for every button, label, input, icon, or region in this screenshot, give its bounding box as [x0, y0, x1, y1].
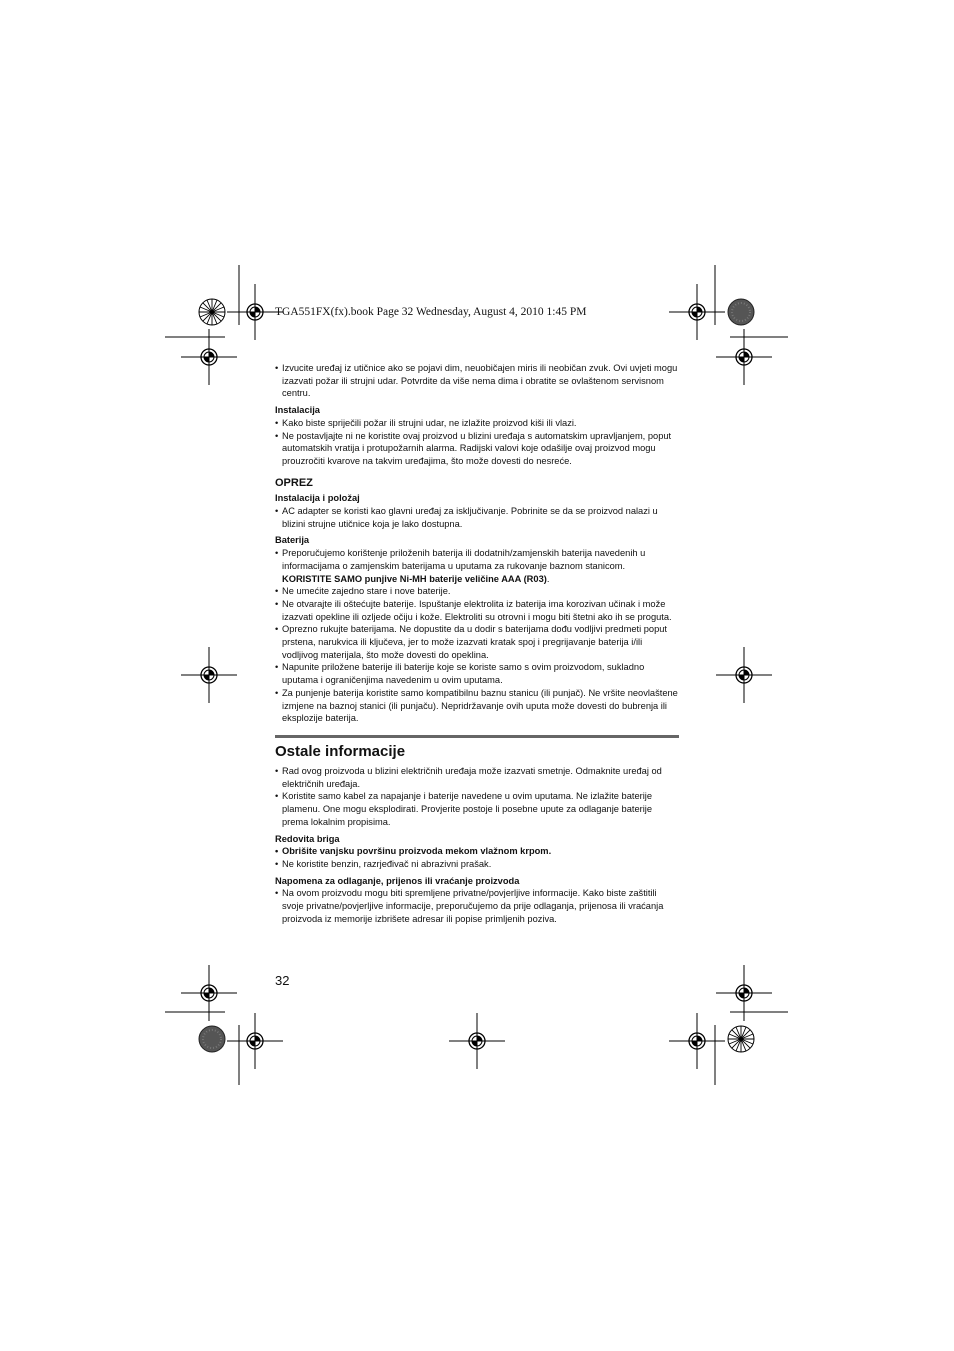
other-info-bullet: • Rad ovog proizvoda u blizini električnih uređaja može izazvati smetnje. Odmaknite uređaj od električnih uređaja.	[275, 765, 679, 790]
care-bullet-bold: • Obrišite vanjsku površinu proizvoda mekom vlažnom krpom.	[275, 845, 679, 858]
warning-unplug: • Izvucite uređaj iz utičnice ako se pojavi dim, neuobičajen miris ili neobičan zvuk. Ovi uvjeti mogu izazvati požar ili strujni udar. Potvrdite da više nema dima i obratite se ovlaštenom servisnom centru.	[275, 362, 679, 400]
other-info-title: Ostale informacije	[275, 742, 406, 760]
battery-type-period: .	[546, 573, 550, 584]
battery-recommend-text: Preporučujemo korištenje priloženih baterija ili dodatnih/zamjenskih baterija navedenih u informacijama o zamjenskim baterijama u uputama za rukovanje baznom stanicom.	[282, 548, 646, 571]
page-content	[275, 362, 679, 925]
other-info-bullet: • Koristite samo kabel za napajanje i baterije navedene u ovim uputama. Ne izlažite baterije plamenu. One mogu eksplodirati. Provjerite postoje li posebne upute za odlaganje baterije prema lokalnim propisima.	[275, 790, 679, 828]
battery-type-warning: KORISTITE SAMO punjive Ni-MH baterije veličine AAA (R03)	[282, 573, 547, 584]
battery-bullet: • Ne otvarajte ili oštećujte baterije. Ispuštanje elektrolita iz baterija ima korozivan učinak i može izazvati opekline ili ozljede očiju i kože. Elektroliti su otrovni i mogu biti štetni ako ih se proguta.	[275, 598, 679, 623]
battery-bullet: • Oprezno rukujte baterijama. Ne dopustite da u dodir s baterijama dođu vodljivi predmeti poput prstena, narukvica ili ključeva, jer to može izazvati kratak spoj i pregrijavanje baterija i/ili vodljivog materijala, što može dovesti do opeklina.	[275, 623, 679, 661]
care-bullet: • Ne koristite benzin, razrjeđivač ni abrazivni prašak.	[275, 858, 679, 871]
install-bullet: • Ne postavljajte ni ne koristite ovaj proizvod u blizini uređaja s automatskim upravljanjem, poput automatskih vratija i protupožarnih alarma. Radijski valovi koje odašilje ovaj proizvod mogu prouzročiti kvarove na takvim uređajima, što može dovesti do nesreće.	[275, 430, 679, 468]
disposal-bullet: • Na ovom proizvodu mogu biti spremljene privatne/povjerljive informacije. Kako biste zaštitili svoje privatne/povjerljive informacije, preporučujemo da prije odlaganja, prijenosa ili vraćanja proizvoda iz memorije izbrišete adresar ili popise primljenih poziva.	[275, 887, 679, 925]
book-header: TGA551FX(fx).book Page 32 Wednesday, August 4, 2010 1:45 PM	[275, 306, 587, 318]
battery-recommend-bullet	[275, 547, 679, 585]
caution-heading: OPREZ	[275, 476, 313, 489]
disposal-heading: Napomena za odlaganje, prijenos ili vraćanje proizvoda	[275, 875, 520, 886]
section-divider	[275, 735, 679, 738]
care-heading: Redovita briga	[275, 833, 340, 844]
page-number: 32	[275, 973, 290, 988]
install-bullet: • Kako biste spriječili požar ili strujni udar, ne izlažite proizvod kiši ili vlazi.	[275, 417, 679, 430]
installation-heading: Instalacija	[275, 405, 320, 416]
battery-bullet: • Za punjenje baterija koristite samo kompatibilnu baznu stanicu (ili punjač). Ne vršite neovlaštene izmjene na baznoj stanici (ili punjaču). Nepridržavanje ovih uputa može dovesti do bubrenja ili eksplozije baterija.	[275, 687, 679, 725]
ac-adapter-bullet: • AC adapter se koristi kao glavni uređaj za isključivanje. Pobrinite se da se proizvod nalazi u blizini strujne utičnice koja je lako dostupna.	[275, 505, 679, 530]
install-position-heading: Instalacija i položaj	[275, 493, 360, 504]
battery-heading: Baterija	[275, 535, 310, 546]
battery-bullet: • Ne umećite zajedno stare i nove baterije.	[275, 585, 679, 598]
battery-bullet: • Napunite priložene baterije ili baterije koje se koriste samo s ovim proizvodom, sukladno uputama i ograničenjima navedenim u ovim uputama.	[275, 661, 679, 686]
